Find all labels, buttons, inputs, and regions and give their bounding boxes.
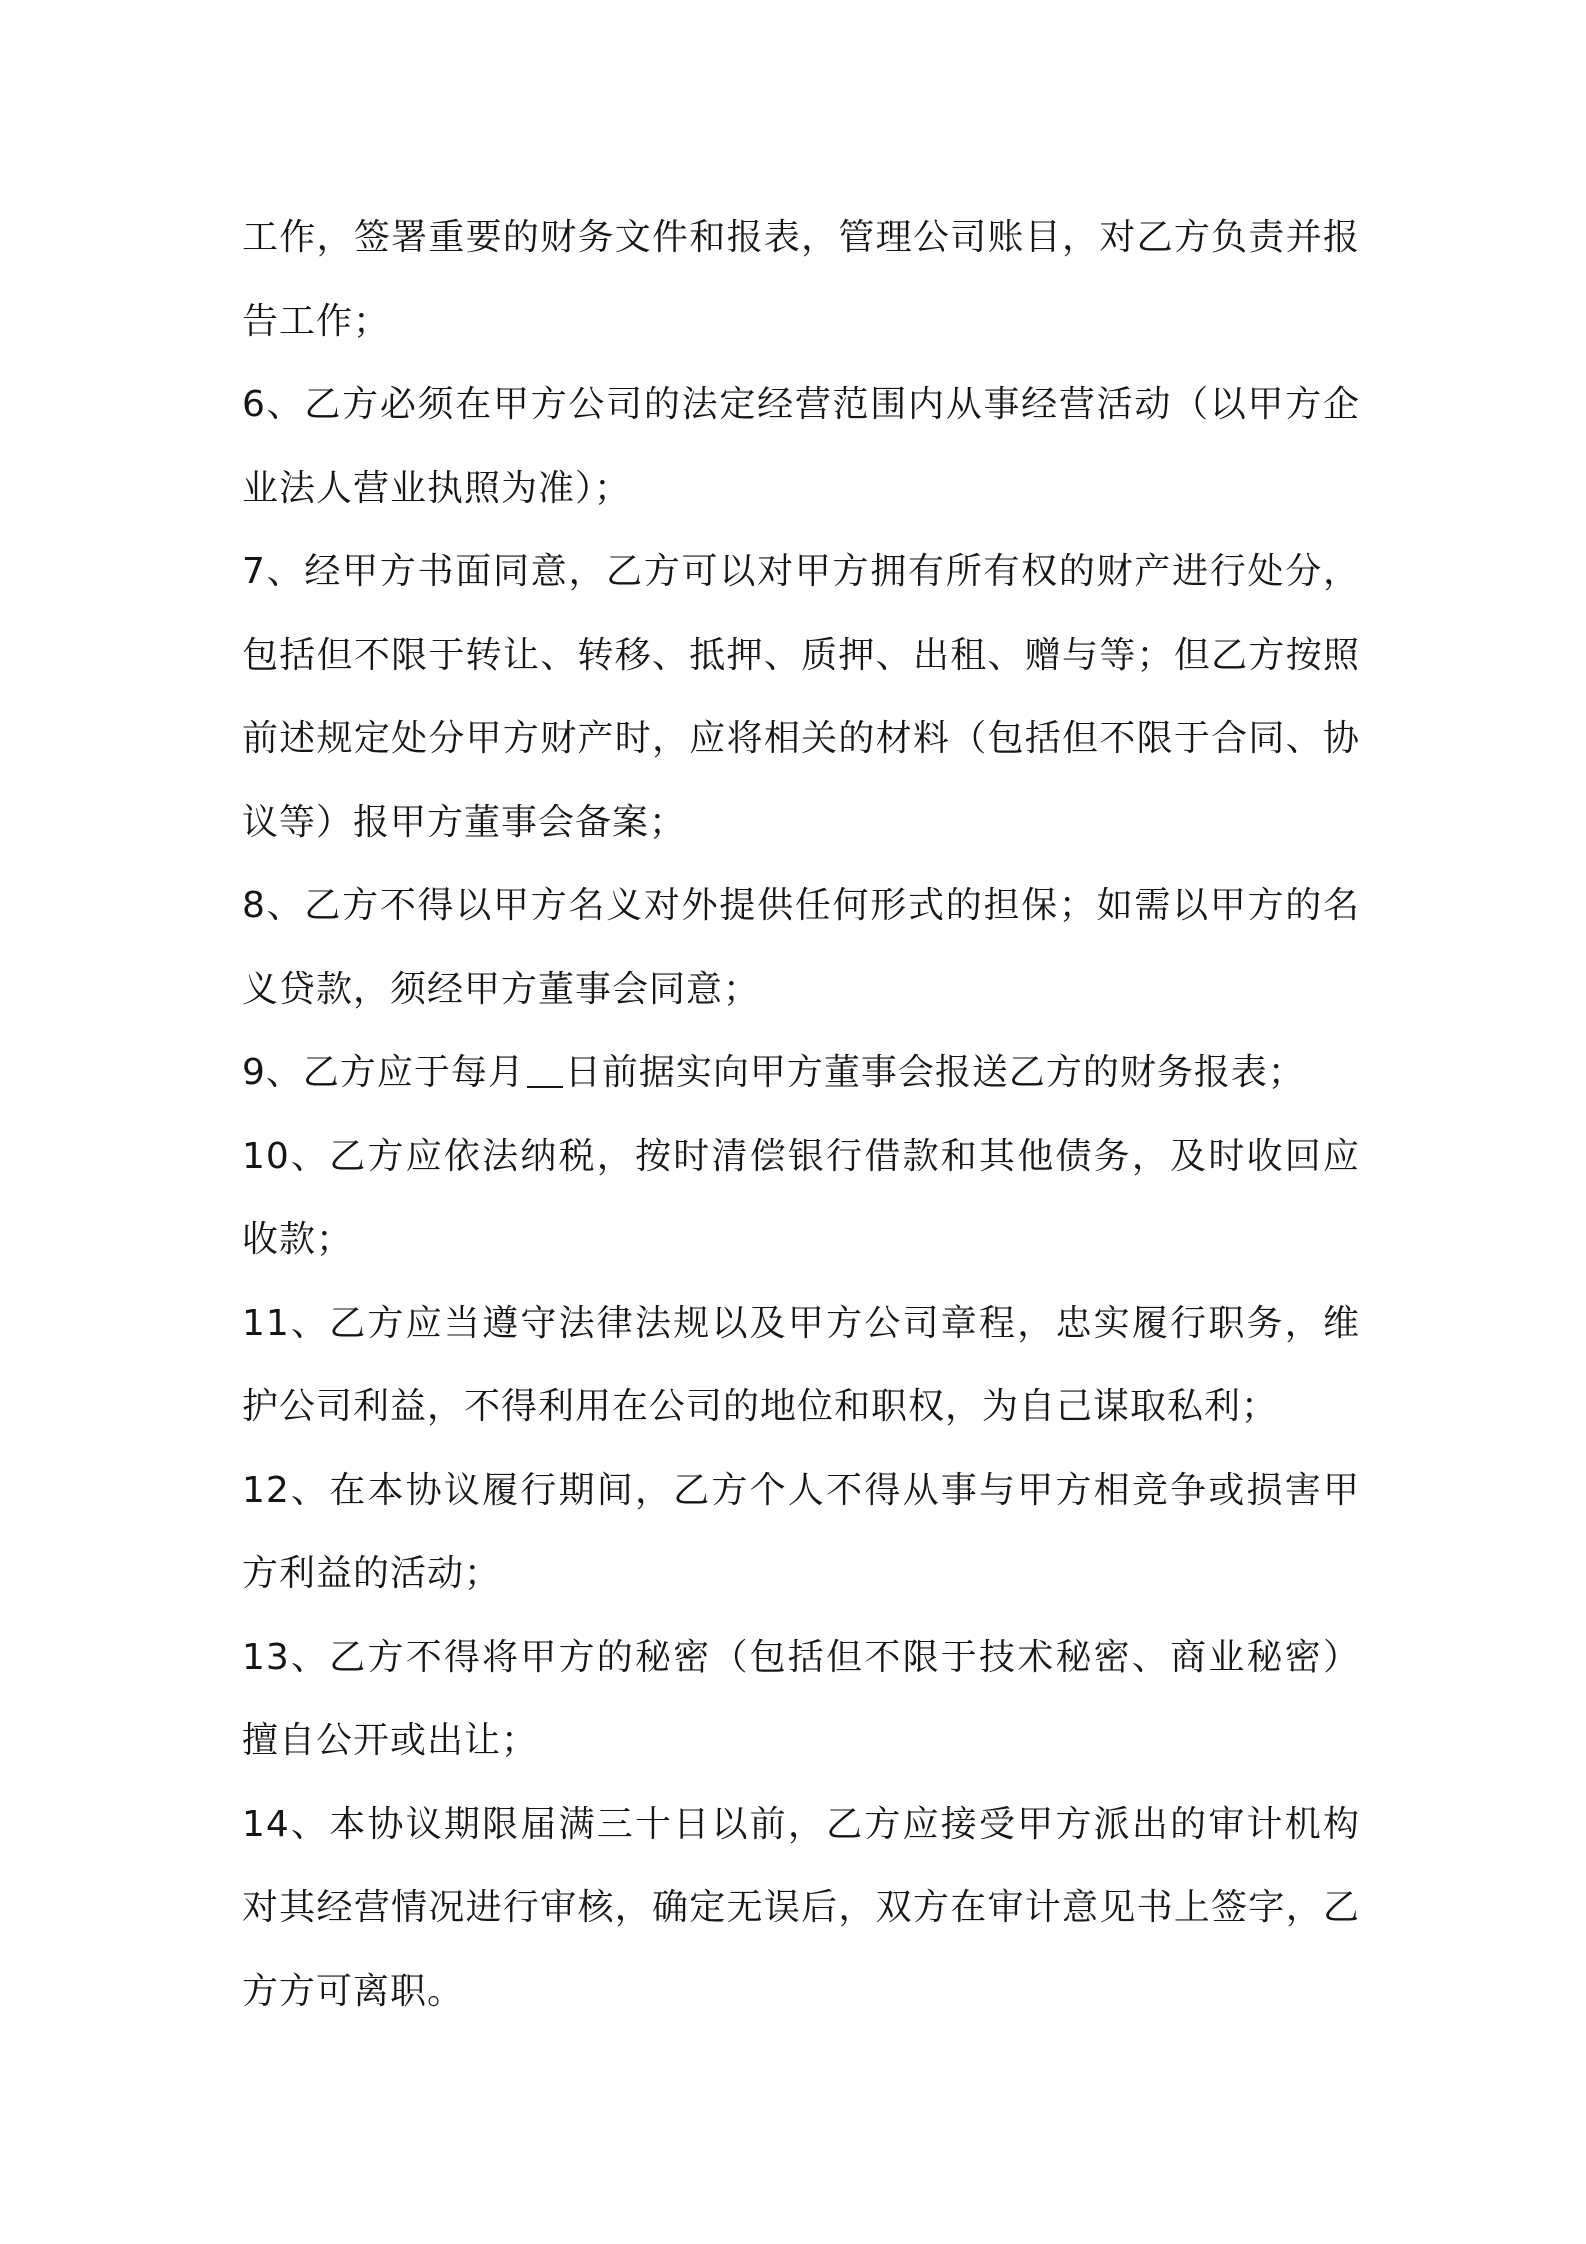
item-9-text-before: 9、乙方应于每月 [242, 1052, 525, 1093]
paragraph-item-13: 13、乙方不得将甲方的秘密（包括但不限于技术秘密、商业秘密）擅自公开或出让； [242, 1636, 1360, 1761]
paragraph-item-6: 6、乙方必须在甲方公司的法定经营范围内从事经营活动（以甲方企业法人营业执照为准）； [242, 384, 1360, 509]
document-body [242, 196, 1360, 2033]
paragraph-item-11: 11、乙方应当遵守法律法规以及甲方公司章程，忠实履行职务，维护公司利益，不得利用在公司的地位和职权，为自己谋取私利； [242, 1302, 1360, 1427]
paragraph-item-8: 8、乙方不得以甲方名义对外提供任何形式的担保；如需以甲方的名义贷款，须经甲方董事会同意； [242, 885, 1360, 1010]
paragraph-item-7: 7、经甲方书面同意，乙方可以对甲方拥有所有权的财产进行处分，包括但不限于转让、转移、抵押、质押、出租、赠与等；但乙方按照前述规定处分甲方财产时，应将相关的材料（包括但不限于合同、协议等）报甲方董事会备案； [242, 551, 1360, 843]
fill-in-blank [527, 1050, 563, 1088]
item-9-text-after: 日前据实向甲方董事会报送乙方的财务报表； [564, 1052, 1305, 1093]
paragraph-item-9 [242, 1031, 1360, 1115]
paragraph-item-10: 10、乙方应依法纳税，按时清偿银行借款和其他债务，及时收回应收款； [242, 1135, 1360, 1260]
paragraph-item-14: 14、本协议期限届满三十日以前，乙方应接受甲方派出的审计机构对其经营情况进行审核，确定无误后，双方在审计意见书上签字，乙方方可离职。 [242, 1803, 1360, 2012]
paragraph-item-12: 12、在本协议履行期间，乙方个人不得从事与甲方相竞争或损害甲方利益的活动； [242, 1469, 1360, 1594]
paragraph-item-5-continued: 工作，签署重要的财务文件和报表，管理公司账目，对乙方负责并报告工作； [242, 217, 1360, 342]
